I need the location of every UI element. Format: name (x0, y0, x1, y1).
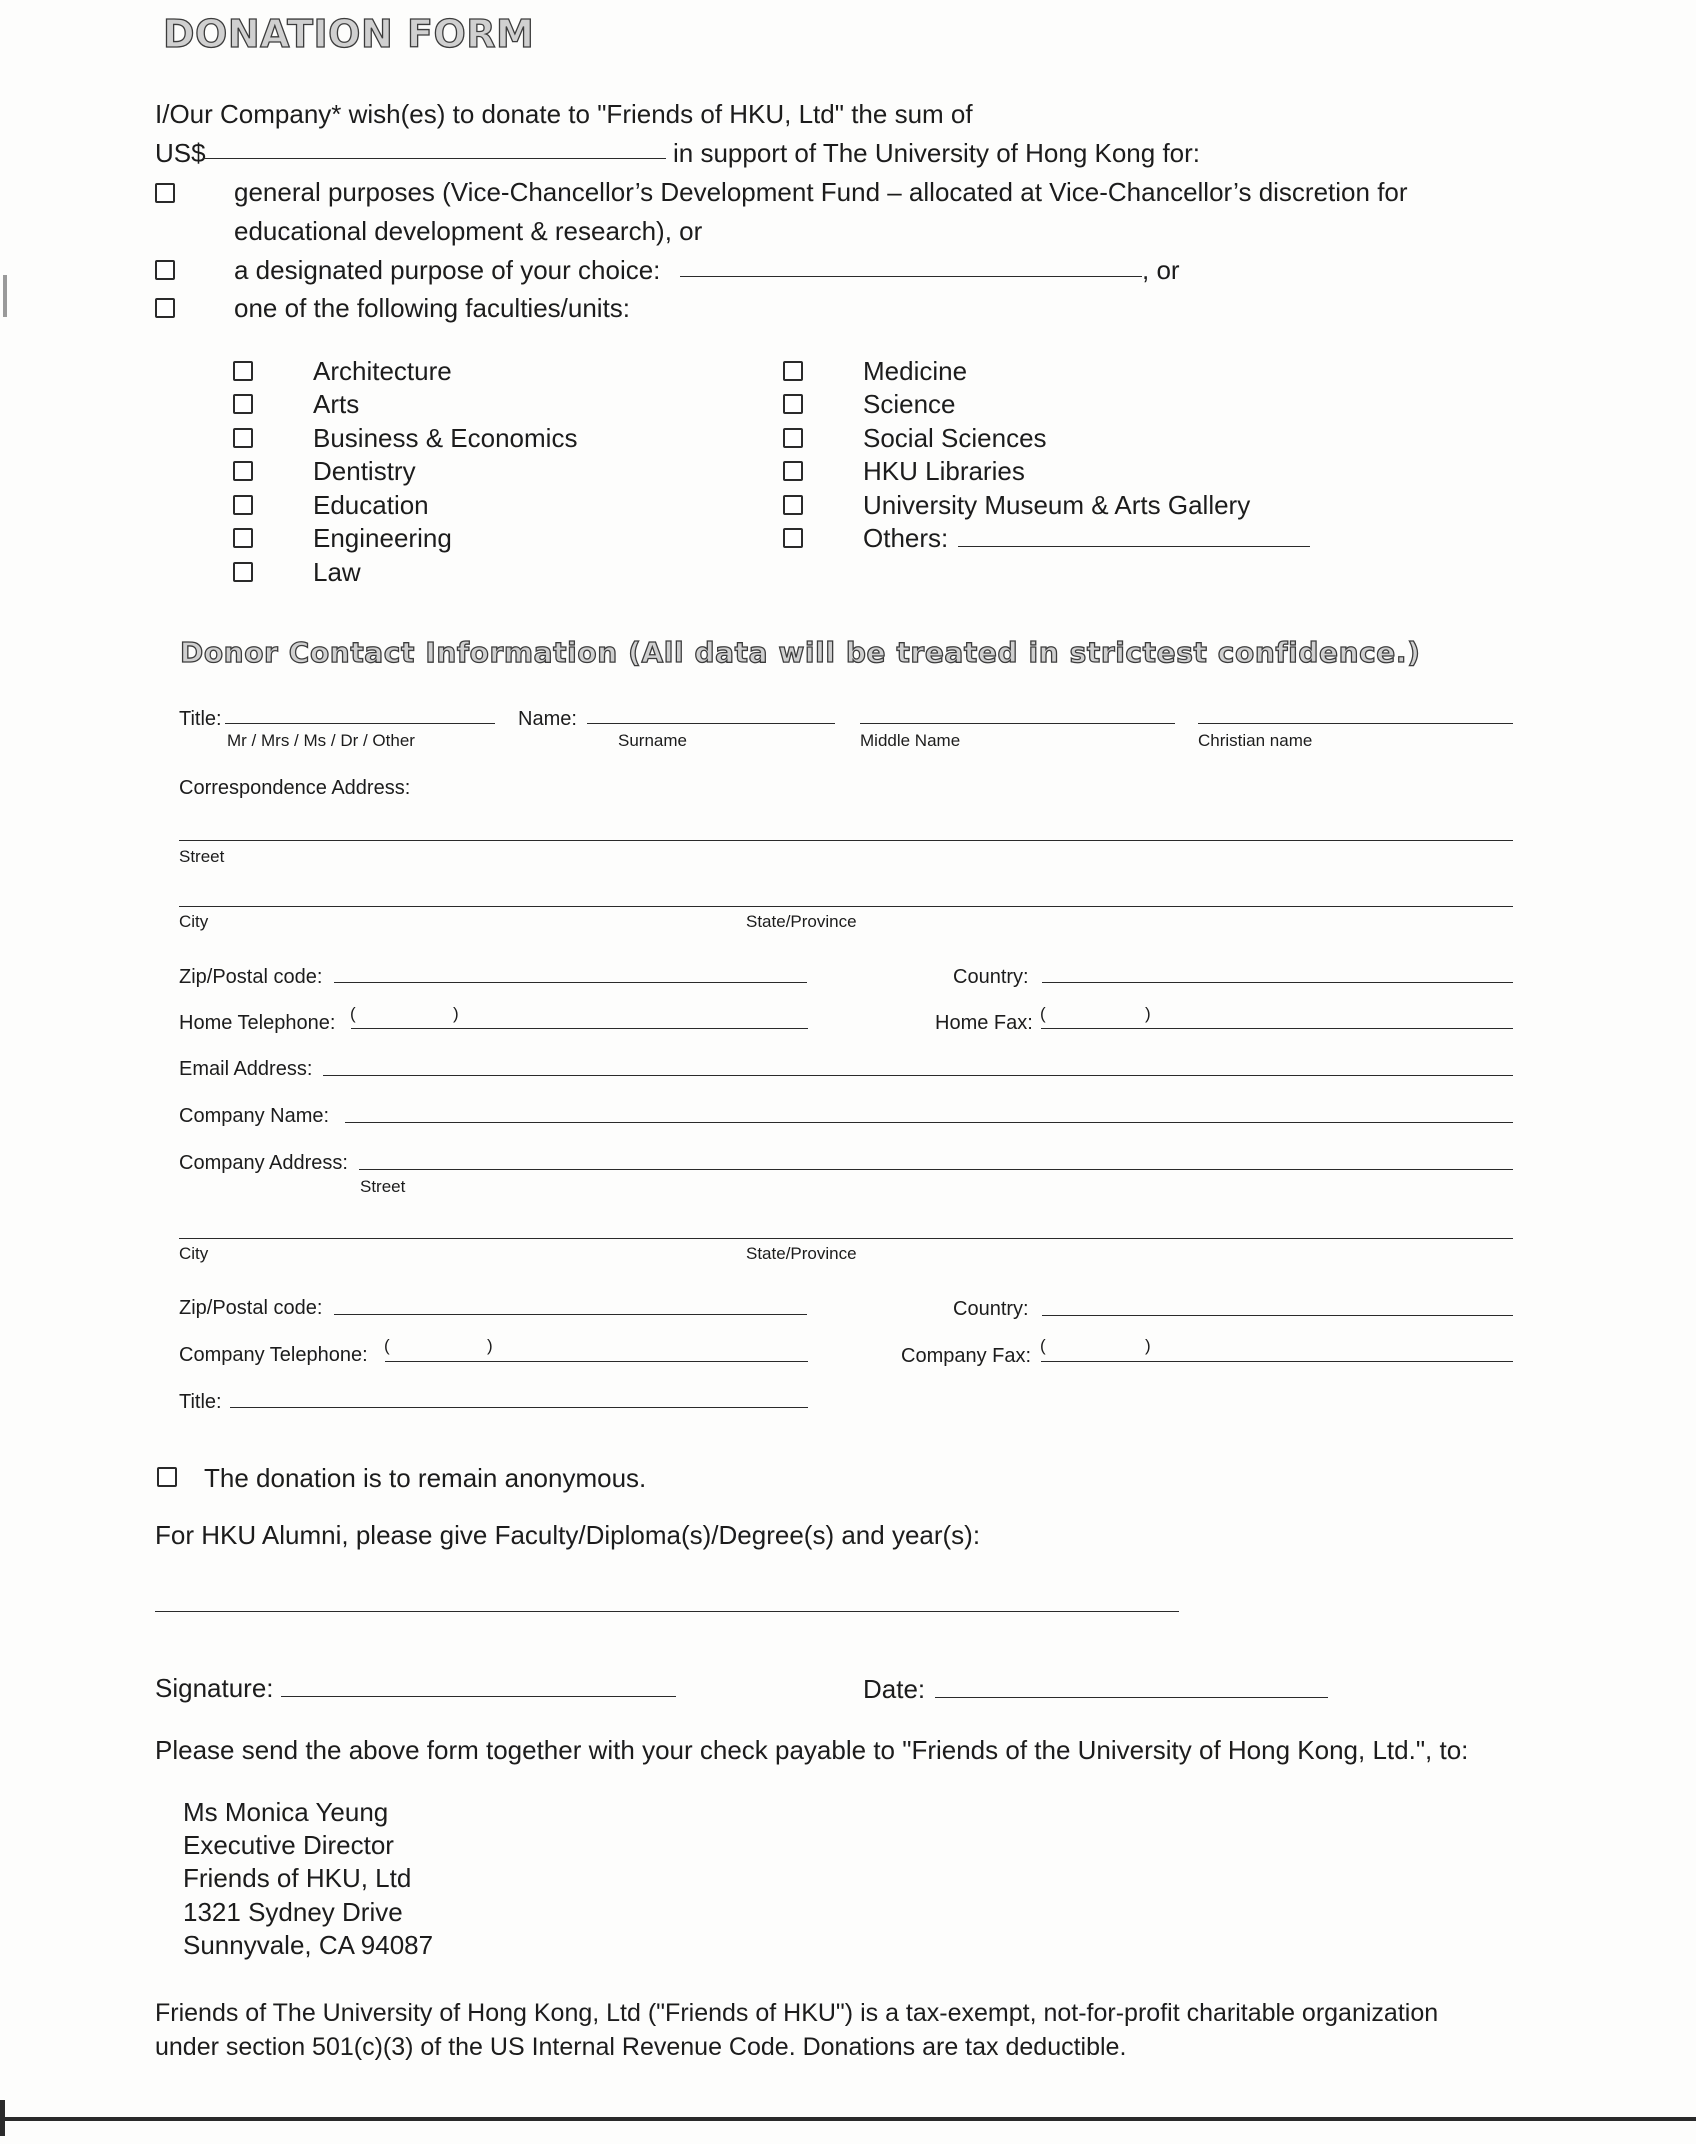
signature-field[interactable] (281, 1696, 676, 1697)
others-field[interactable] (958, 546, 1310, 547)
faculty-label: Arts (313, 389, 360, 419)
title-label: Title: (179, 708, 222, 730)
intro-line-2: in support of The University of Hong Kong for: (673, 138, 1201, 168)
middle-name-field[interactable] (860, 723, 1175, 724)
company-zip-field[interactable] (334, 1314, 807, 1315)
paren-close: ) (487, 1336, 493, 1355)
faculty-label: University Museum & Arts Gallery (863, 490, 1251, 520)
faculty-label: Business & Economics (313, 423, 578, 453)
paren-open: ( (384, 1336, 390, 1355)
address-line: Executive Director (183, 1830, 394, 1860)
company-name-field[interactable] (345, 1122, 1513, 1123)
company-street-hint: Street (360, 1177, 406, 1196)
home-telephone-field[interactable] (351, 1028, 808, 1029)
faculty-label: Engineering (313, 523, 452, 553)
address-line: Friends of HKU, Ltd (183, 1863, 412, 1893)
faculty-checkbox-social-sciences[interactable] (783, 428, 803, 448)
faculty-checkbox-engineering[interactable] (233, 528, 253, 548)
faculty-checkbox-science[interactable] (783, 394, 803, 414)
name-label: Name: (518, 708, 577, 730)
company-name-label: Company Name: (179, 1105, 330, 1127)
company-telephone-label: Company Telephone: (179, 1344, 368, 1366)
company-city-state-field[interactable] (179, 1238, 1513, 1239)
anonymous-label: The donation is to remain anonymous. (204, 1463, 647, 1493)
title-hint: Mr / Mrs / Ms / Dr / Other (227, 731, 415, 750)
address-label: Correspondence Address: (179, 777, 411, 799)
company-street-field[interactable] (359, 1169, 1513, 1170)
faculty-label: Education (313, 490, 429, 520)
job-title-field[interactable] (230, 1407, 808, 1408)
faculty-label: Medicine (863, 356, 968, 386)
company-country-field[interactable] (1042, 1315, 1513, 1316)
faculty-unit-checkbox[interactable] (155, 298, 175, 318)
christian-name-field[interactable] (1198, 723, 1513, 724)
city-hint: City (179, 912, 209, 931)
company-zip-label: Zip/Postal code: (179, 1297, 323, 1319)
middle-name-hint: Middle Name (860, 731, 961, 750)
paren-open: ( (1040, 1004, 1046, 1023)
company-country-label: Country: (953, 1298, 1029, 1320)
address-line: Sunnyvale, CA 94087 (183, 1930, 434, 1960)
date-label: Date: (863, 1674, 926, 1704)
home-fax-field[interactable] (1041, 1028, 1513, 1029)
city-state-field[interactable] (179, 906, 1513, 907)
zip-label: Zip/Postal code: (179, 966, 323, 988)
alumni-field[interactable] (155, 1611, 1179, 1612)
faculty-label: Others: (863, 523, 949, 553)
faculty-checkbox-architecture[interactable] (233, 361, 253, 381)
country-label: Country: (953, 966, 1029, 988)
faculty-label: Law (313, 557, 361, 587)
home-telephone-label: Home Telephone: (179, 1012, 336, 1034)
form-title: DONATION FORM (163, 12, 535, 56)
designated-purpose-field[interactable] (680, 276, 1142, 277)
amount-field[interactable] (203, 158, 666, 159)
street-field[interactable] (179, 840, 1513, 841)
job-title-label: Title: (179, 1391, 222, 1413)
footer-note-line-1: Friends of The University of Hong Kong, Ltd ("Friends of HKU") is a tax-exempt, not-for-profit charitable organization (155, 1999, 1439, 2027)
faculty-checkbox-dentistry[interactable] (233, 461, 253, 481)
general-purpose-label-cont: educational development & research), or (234, 216, 703, 246)
send-instruction: Please send the above form together with your check payable to "Friends of the University of Hong Kong, Ltd.", to: (155, 1735, 1469, 1765)
faculty-label: HKU Libraries (863, 456, 1025, 486)
intro-line-1: I/Our Company* wish(es) to donate to "Friends of HKU, Ltd" the sum of (155, 99, 973, 129)
company-city-hint: City (179, 1244, 209, 1263)
address-line: 1321 Sydney Drive (183, 1897, 403, 1927)
faculty-checkbox-libraries[interactable] (783, 461, 803, 481)
company-address-label: Company Address: (179, 1152, 348, 1174)
scan-margin-mark (3, 275, 7, 317)
zip-field[interactable] (334, 982, 807, 983)
designated-purpose-suffix: , or (1142, 255, 1180, 285)
anonymous-checkbox[interactable] (157, 1467, 177, 1487)
email-field[interactable] (323, 1075, 1513, 1076)
general-purpose-checkbox[interactable] (155, 183, 175, 203)
faculty-checkbox-law[interactable] (233, 562, 253, 582)
faculty-unit-label: one of the following faculties/units: (234, 293, 631, 323)
address-line: Ms Monica Yeung (183, 1797, 389, 1827)
faculty-checkbox-medicine[interactable] (783, 361, 803, 381)
alumni-label: For HKU Alumni, please give Faculty/Diploma(s)/Degree(s) and year(s): (155, 1520, 981, 1550)
paren-close: ) (1145, 1004, 1151, 1023)
company-state-hint: State/Province (746, 1244, 857, 1263)
page-bottom-rule (0, 2117, 1696, 2121)
email-label: Email Address: (179, 1058, 313, 1080)
faculty-checkbox-education[interactable] (233, 495, 253, 515)
faculty-label: Dentistry (313, 456, 416, 486)
title-field[interactable] (225, 723, 495, 724)
paren-open: ( (350, 1004, 356, 1023)
home-fax-label: Home Fax: (935, 1012, 1033, 1034)
faculty-checkbox-business[interactable] (233, 428, 253, 448)
surname-hint: Surname (618, 731, 687, 750)
company-telephone-field[interactable] (385, 1361, 808, 1362)
faculty-checkbox-arts[interactable] (233, 394, 253, 414)
company-fax-field[interactable] (1041, 1361, 1513, 1362)
street-hint: Street (179, 847, 225, 866)
faculty-label: Social Sciences (863, 423, 1047, 453)
paren-close: ) (1145, 1336, 1151, 1355)
faculty-label: Architecture (313, 356, 452, 386)
general-purpose-label: general purposes (Vice-Chancellor’s Development Fund – allocated at Vice-Chancellor’s discretion for (234, 177, 1408, 207)
christian-name-hint: Christian name (1198, 731, 1313, 750)
paren-open: ( (1040, 1336, 1046, 1355)
footer-note-line-2: under section 501(c)(3) of the US Internal Revenue Code. Donations are tax deductible. (155, 2033, 1127, 2061)
designated-purpose-checkbox[interactable] (155, 260, 175, 280)
faculty-label: Science (863, 389, 956, 419)
contact-heading: Donor Contact Information (All data will be treated in strictest confidence.) (180, 636, 1421, 669)
currency-label: US$ (155, 138, 206, 168)
faculty-checkbox-others[interactable] (783, 528, 803, 548)
country-field[interactable] (1042, 982, 1513, 983)
company-fax-label: Company Fax: (901, 1345, 1032, 1367)
surname-field[interactable] (587, 723, 835, 724)
designated-purpose-label: a designated purpose of your choice: (234, 255, 661, 285)
paren-close: ) (453, 1004, 459, 1023)
faculty-checkbox-museum[interactable] (783, 495, 803, 515)
signature-label: Signature: (155, 1673, 274, 1703)
state-hint: State/Province (746, 912, 857, 931)
date-field[interactable] (935, 1697, 1328, 1698)
